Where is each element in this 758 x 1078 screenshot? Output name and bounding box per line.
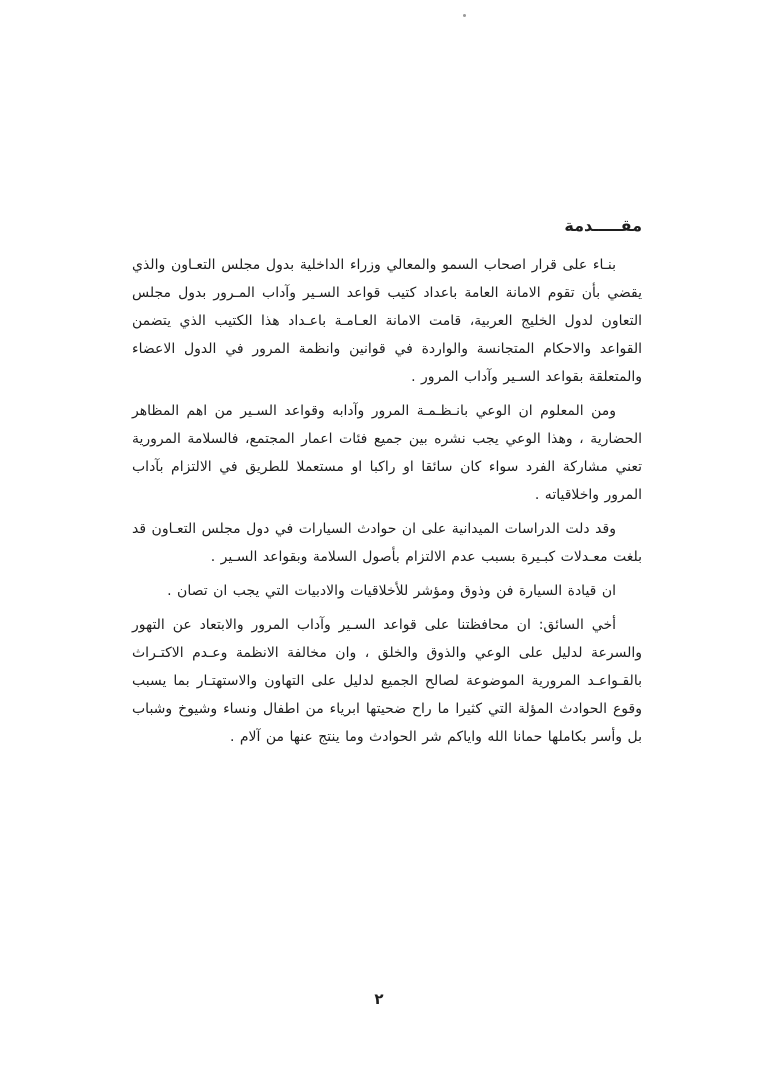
scan-artifact [463,14,466,17]
paragraph-1: بنـاء على قرار اصحاب السمو والمعالي وزراء الداخلية بدول مجلس التعـاون والذي يقضي بأن تقوم الامانة العامة باعداد كتيب قواعد السـير وآداب المـرور بدول مجلس التعاون لدول الخليج العربية، قامت الامانة العـامـة باعـداد هذا الكتيب الذي يتضمن القواعد والاحكام المتجانسة والواردة في قوانين وانظمة المرور في الدول الاعضاء والمتعلقة بقواعد السـير وآداب المرور . [132,257,642,385]
paragraph-5: أخي السائق: ان محافظتنا على قواعد السـير وآداب المرور والابتعاد عن التهور والسرعة لدليل على الوعي والذوق والخلق ، وان مخالفة الانظمة وعـدم الاكتـراث بالقـواعـد المرورية الموضوعة لصالح الجميع لدليل على التهاون والاستهتـار بما يسبب وقوع الحوادث المؤلة التي كثيرا ما راح ضحيتها ابرياء من اطفال ونساء وشيوخ وشباب بل وأسر بكاملها حمانا الله واياكم شر الحوادث وما ينتج عنها من آلام . [132,617,642,745]
document-page [132,216,642,757]
page-title: مقـــــدمة [564,216,642,235]
paragraph-2: ومن المعلوم ان الوعي بانـظـمـة المرور وآدابه وقواعد السـير من اهم المظاهر الحضارية ، وهذا الوعي يجب نشره بين جميع فئات اعمار المجتمع، فالسلامة المرورية تعني مشاركة الفرد سواء كان سائقا او راكبا او مستعملا للطريق في الالتزام بآداب المرور واخلاقياته . [132,403,642,503]
page-number: ٢ [374,990,384,1008]
paragraph-3: وقد دلت الدراسات الميدانية على ان حوادث السيارات في دول مجلس التعـاون قد بلغت معـدلات كبـيرة بسبب عدم الالتزام بأصول السلامة وبقواعد السـير . [132,521,642,565]
paragraph-4: ان قيادة السيارة فن وذوق ومؤشر للأخلاقيات والادبيات التي يجب ان تصان . [167,583,616,599]
